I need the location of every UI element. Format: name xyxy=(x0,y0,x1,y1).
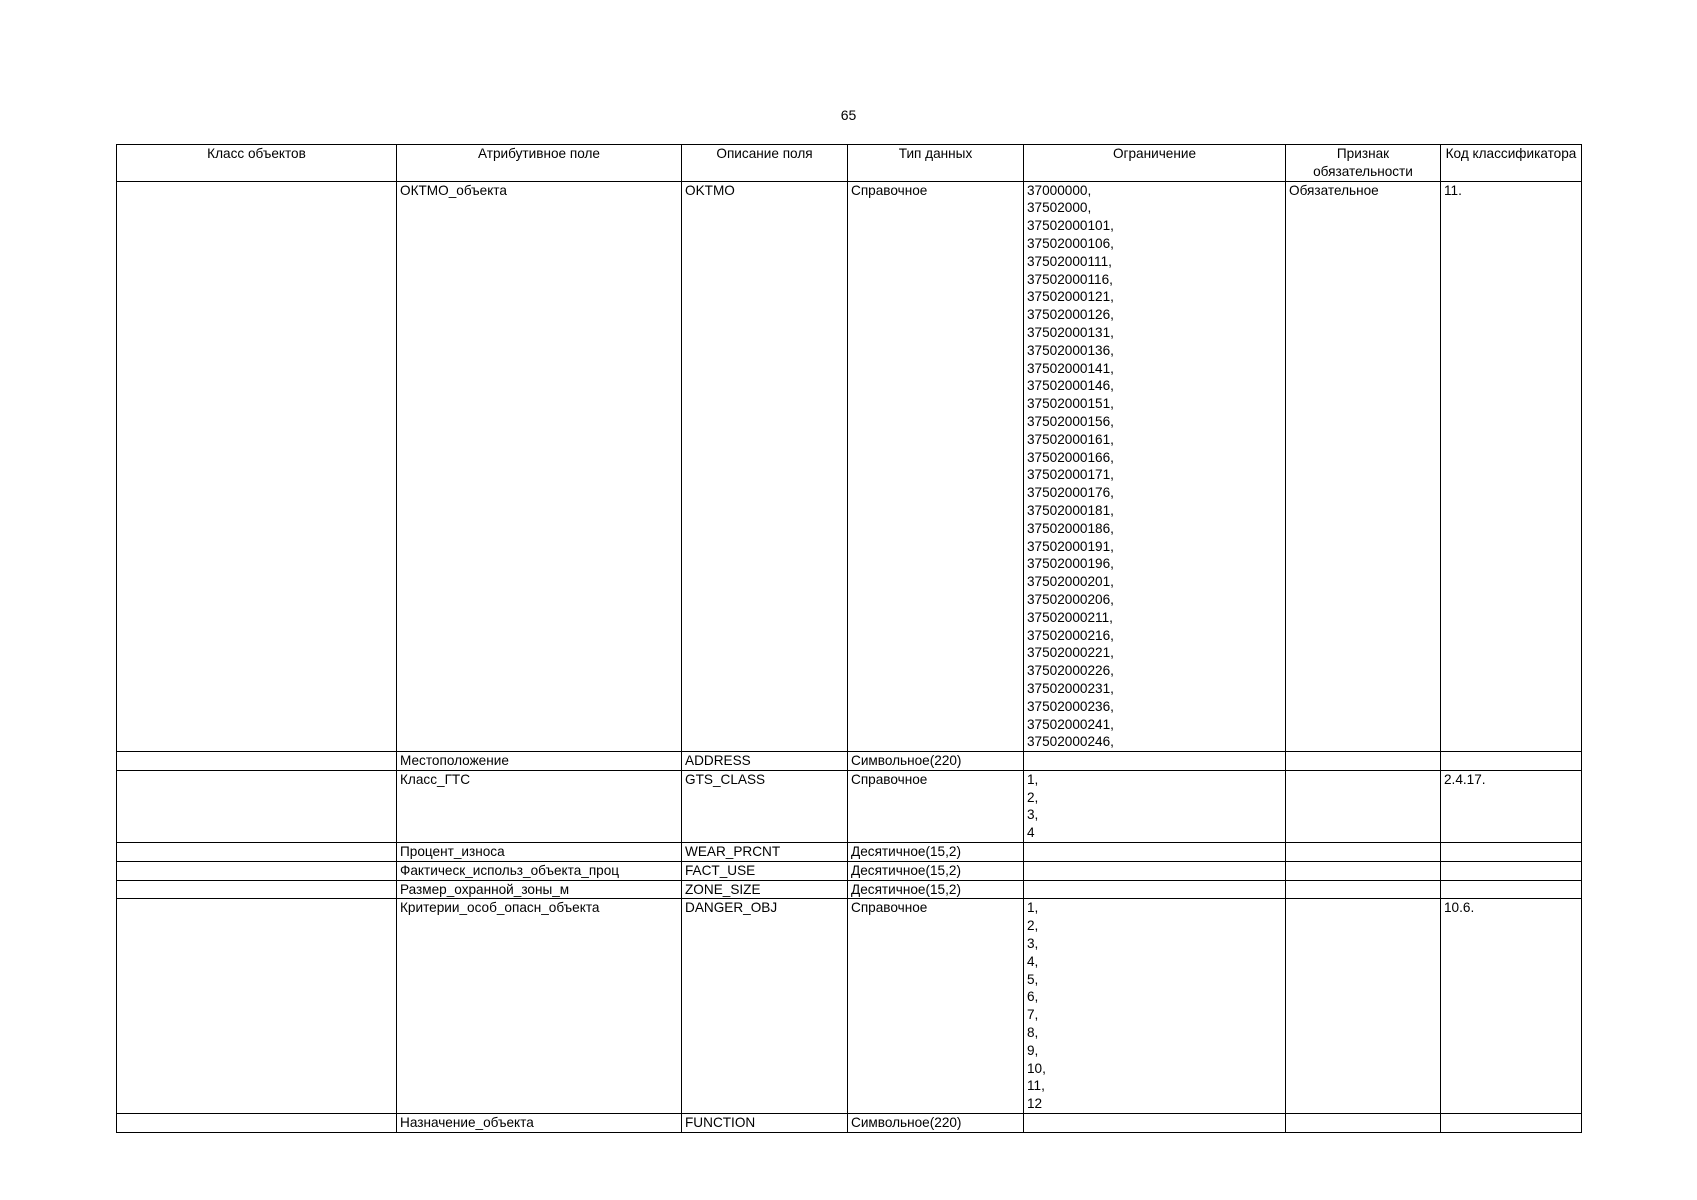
cell-restriction xyxy=(1024,843,1286,862)
restriction-value: 37502000166, xyxy=(1027,449,1114,465)
restriction-value: 11, xyxy=(1027,1078,1045,1094)
cell-data-type: Справочное xyxy=(848,181,1024,752)
restriction-value: 37502000161, xyxy=(1027,431,1114,447)
cell-required-flag: Обязательное xyxy=(1286,181,1441,752)
cell-object-class xyxy=(117,843,397,862)
restriction-value: 37502000156, xyxy=(1027,413,1114,429)
cell-object-class xyxy=(117,880,397,899)
table-row xyxy=(117,880,1582,899)
cell-field-description: FACT_USE xyxy=(682,861,848,880)
header-data-type: Тип данных xyxy=(848,145,1024,182)
cell-classifier-code: 2.4.17. xyxy=(1441,770,1582,842)
cell-classifier-code xyxy=(1441,843,1582,862)
cell-object-class xyxy=(117,770,397,842)
cell-restriction xyxy=(1024,861,1286,880)
cell-field-description: GTS_CLASS xyxy=(682,770,848,842)
restriction-value: 37502000121, xyxy=(1027,289,1114,305)
restriction-value: 37502000111, xyxy=(1027,253,1112,269)
cell-required-flag xyxy=(1286,899,1441,1114)
restriction-value: 37502000226, xyxy=(1027,663,1114,679)
restriction-value: 37502000246, xyxy=(1027,734,1114,750)
header-object-class: Класс объектов xyxy=(117,145,397,182)
cell-data-type: Справочное xyxy=(848,899,1024,1114)
page-number: 65 xyxy=(840,107,857,123)
cell-classifier-code xyxy=(1441,1114,1582,1133)
restriction-value: 8, xyxy=(1027,1025,1039,1041)
cell-restriction xyxy=(1024,181,1286,752)
header-classifier-code: Код классификатора xyxy=(1441,145,1582,182)
table-body xyxy=(117,181,1582,1132)
restriction-value: 37502000146, xyxy=(1027,378,1114,394)
restriction-value: 37502000191, xyxy=(1027,538,1114,554)
cell-object-class xyxy=(117,861,397,880)
cell-restriction xyxy=(1024,899,1286,1114)
cell-required-flag xyxy=(1286,861,1441,880)
restriction-value: 37502000141, xyxy=(1027,360,1114,376)
cell-restriction xyxy=(1024,880,1286,899)
restriction-value: 37502000131, xyxy=(1027,324,1114,340)
cell-required-flag xyxy=(1286,1114,1441,1133)
restriction-value: 37502000106, xyxy=(1027,235,1114,251)
cell-restriction xyxy=(1024,770,1286,842)
cell-required-flag xyxy=(1286,752,1441,771)
restriction-value: 37502000116, xyxy=(1027,271,1113,287)
restriction-value: 37000000, xyxy=(1027,182,1092,198)
table-row xyxy=(117,899,1582,1114)
cell-attribute-field: Процент_износа xyxy=(397,843,682,862)
table-row xyxy=(117,181,1582,752)
restriction-value: 37502000101, xyxy=(1027,218,1114,234)
table-row xyxy=(117,843,1582,862)
cell-data-type: Символьное(220) xyxy=(848,1114,1024,1133)
restriction-value: 37502000136, xyxy=(1027,342,1114,358)
cell-classifier-code: 10.6. xyxy=(1441,899,1582,1114)
cell-attribute-field: Класс_ГТС xyxy=(397,770,682,842)
table-row xyxy=(117,770,1582,842)
cell-attribute-field: ОКТМО_объекта xyxy=(397,181,682,752)
cell-attribute-field: Местоположение xyxy=(397,752,682,771)
cell-field-description: DANGER_OBJ xyxy=(682,899,848,1114)
restriction-value: 3, xyxy=(1027,807,1039,823)
restriction-value: 37502000236, xyxy=(1027,698,1114,714)
cell-data-type: Символьное(220) xyxy=(848,752,1024,771)
restriction-value: 4 xyxy=(1027,825,1035,841)
cell-attribute-field: Критерии_особ_опасн_объекта xyxy=(397,899,682,1114)
cell-field-description: OKTMO xyxy=(682,181,848,752)
cell-object-class xyxy=(117,181,397,752)
restriction-value: 5, xyxy=(1027,971,1039,987)
cell-classifier-code xyxy=(1441,861,1582,880)
restriction-value: 12 xyxy=(1027,1096,1043,1112)
restriction-value: 37502000221, xyxy=(1027,645,1114,661)
cell-restriction xyxy=(1024,1114,1286,1133)
cell-field-description: FUNCTION xyxy=(682,1114,848,1133)
restriction-value: 1, xyxy=(1027,900,1039,916)
cell-object-class xyxy=(117,899,397,1114)
header-required-flag: Признак обязательности xyxy=(1286,145,1441,182)
cell-object-class xyxy=(117,752,397,771)
restriction-value: 37502000181, xyxy=(1027,502,1114,518)
header-restriction: Ограничение xyxy=(1024,145,1286,182)
restriction-value: 7, xyxy=(1027,1007,1039,1023)
restriction-value: 1, xyxy=(1027,771,1039,787)
restriction-value: 37502000186, xyxy=(1027,520,1114,536)
restriction-value: 37502000216, xyxy=(1027,627,1114,643)
restriction-value: 3, xyxy=(1027,936,1039,952)
cell-required-flag xyxy=(1286,880,1441,899)
restriction-value: 9, xyxy=(1027,1042,1039,1058)
restriction-value: 37502000126, xyxy=(1027,307,1114,323)
cell-field-description: ADDRESS xyxy=(682,752,848,771)
restriction-value: 37502000231, xyxy=(1027,680,1114,696)
restriction-value: 2, xyxy=(1027,918,1039,934)
header-attribute-field: Атрибутивное поле xyxy=(397,145,682,182)
restriction-value: 37502000176, xyxy=(1027,485,1114,501)
cell-data-type: Десятичное(15,2) xyxy=(848,843,1024,862)
restriction-value: 37502000196, xyxy=(1027,556,1114,572)
restriction-value: 37502000151, xyxy=(1027,396,1114,412)
cell-required-flag xyxy=(1286,770,1441,842)
cell-required-flag xyxy=(1286,843,1441,862)
attribute-table xyxy=(116,144,1582,1133)
restriction-value: 37502000171, xyxy=(1027,467,1114,483)
restriction-value: 37502000241, xyxy=(1027,716,1114,732)
restriction-value: 2, xyxy=(1027,789,1039,805)
cell-attribute-field: Фактическ_использ_объекта_проц xyxy=(397,861,682,880)
cell-classifier-code xyxy=(1441,752,1582,771)
table-row xyxy=(117,752,1582,771)
restriction-value: 10, xyxy=(1027,1060,1046,1076)
cell-object-class xyxy=(117,1114,397,1133)
cell-field-description: ZONE_SIZE xyxy=(682,880,848,899)
cell-field-description: WEAR_PRCNT xyxy=(682,843,848,862)
restriction-value: 6, xyxy=(1027,989,1039,1005)
cell-data-type: Справочное xyxy=(848,770,1024,842)
cell-data-type: Десятичное(15,2) xyxy=(848,880,1024,899)
restriction-value: 37502000, xyxy=(1027,200,1092,216)
cell-classifier-code xyxy=(1441,880,1582,899)
cell-attribute-field: Размер_охранной_зоны_м xyxy=(397,880,682,899)
table-header-row xyxy=(117,145,1582,182)
header-field-description: Описание поля xyxy=(682,145,848,182)
restriction-value: 4, xyxy=(1027,953,1039,969)
table-row xyxy=(117,861,1582,880)
cell-restriction xyxy=(1024,752,1286,771)
restriction-value: 37502000201, xyxy=(1027,574,1114,590)
cell-data-type: Десятичное(15,2) xyxy=(848,861,1024,880)
restriction-value: 37502000206, xyxy=(1027,591,1114,607)
restriction-value: 37502000211, xyxy=(1027,609,1113,625)
table-row xyxy=(117,1114,1582,1133)
cell-attribute-field: Назначение_объекта xyxy=(397,1114,682,1133)
cell-classifier-code: 11. xyxy=(1441,181,1582,752)
